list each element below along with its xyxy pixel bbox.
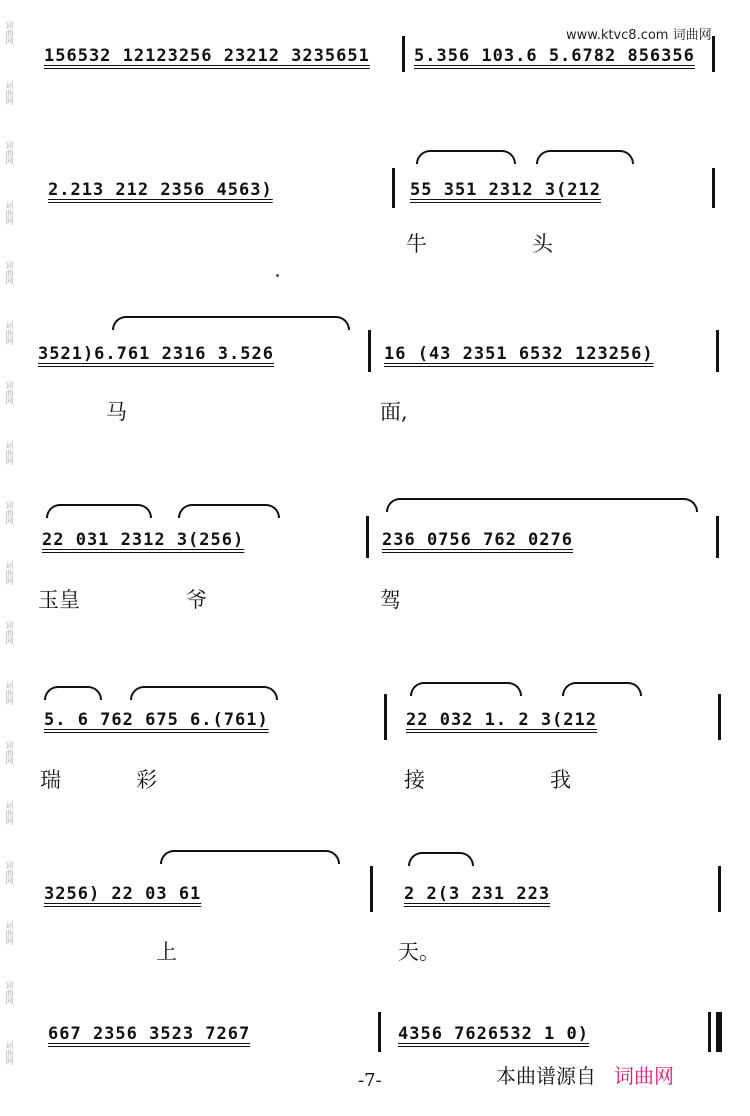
bar-line bbox=[384, 694, 387, 740]
notation-measure: 236 0756 762 0276 bbox=[382, 530, 573, 550]
notation-measure: 22 032 1. 2 3(212 bbox=[406, 710, 597, 730]
lyric-word: 玉皇 bbox=[38, 588, 80, 612]
bar-line bbox=[366, 516, 369, 558]
source-credit bbox=[496, 1060, 674, 1089]
watermark-text: 词曲网 bbox=[5, 321, 14, 345]
notation-measure: 3521)6.761 2316 3.526 bbox=[38, 344, 274, 364]
lyric-word: 面, bbox=[380, 400, 408, 424]
lyric-word: 马 bbox=[106, 400, 127, 424]
bar-line bbox=[712, 168, 715, 208]
notation-measure: 2.213 212 2356 4563) bbox=[48, 180, 273, 200]
bar-line bbox=[368, 330, 371, 372]
slur-mark bbox=[562, 682, 642, 696]
lyric-word: 彩 bbox=[136, 768, 157, 792]
watermark-text: 词曲网 bbox=[5, 201, 14, 225]
slur-mark bbox=[178, 504, 280, 518]
margin-watermark-strip bbox=[0, 0, 18, 1116]
slur-mark bbox=[416, 150, 516, 164]
bar-line bbox=[712, 36, 715, 72]
notation-measure: 16 (43 2351 6532 123256) bbox=[384, 344, 654, 364]
bar-line bbox=[716, 330, 719, 372]
watermark-text: 词曲网 bbox=[5, 981, 14, 1005]
watermark-text: 词曲网 bbox=[5, 501, 14, 525]
watermark-text: 词曲网 bbox=[5, 801, 14, 825]
lyric-word: 天。 bbox=[398, 940, 440, 964]
notation-measure: 5.356 103.6 5.6782 856356 bbox=[414, 46, 695, 66]
credit-brand-link[interactable]: 词曲网 bbox=[614, 1064, 674, 1088]
watermark-text: 词曲网 bbox=[5, 441, 14, 465]
bar-line bbox=[392, 168, 395, 208]
notation-measure: 55 351 2312 3(212 bbox=[410, 180, 601, 200]
watermark-text: 词曲网 bbox=[5, 1041, 14, 1065]
watermark-text: 词曲网 bbox=[5, 681, 14, 705]
lyric-word: 接 bbox=[404, 768, 425, 792]
watermark-text: 词曲网 bbox=[5, 21, 14, 45]
watermark-text: 词曲网 bbox=[5, 381, 14, 405]
lyric-word: 我 bbox=[550, 768, 571, 792]
notation-measure: 667 2356 3523 7267 bbox=[48, 1024, 251, 1044]
slur-mark bbox=[130, 686, 278, 700]
watermark-text: 词曲网 bbox=[5, 741, 14, 765]
bar-line bbox=[718, 866, 721, 912]
notation-measure: 3256) 22 03 61 bbox=[44, 884, 202, 904]
bar-line bbox=[378, 1012, 381, 1052]
lyric-word: 牛 bbox=[406, 232, 427, 256]
bar-line bbox=[370, 866, 373, 912]
notation-measure: 2 2(3 231 223 bbox=[404, 884, 551, 904]
slur-mark bbox=[44, 686, 102, 700]
slur-mark bbox=[536, 150, 634, 164]
notation-measure: 22 031 2312 3(256) bbox=[42, 530, 245, 550]
page-number: -7- bbox=[358, 1070, 382, 1091]
watermark-text: 词曲网 bbox=[5, 621, 14, 645]
watermark-text: 词曲网 bbox=[5, 141, 14, 165]
bar-line bbox=[402, 36, 405, 72]
lyric-word: 驾 bbox=[380, 588, 401, 612]
slur-mark bbox=[112, 316, 350, 330]
stray-dot bbox=[276, 274, 279, 277]
slur-mark bbox=[410, 682, 522, 696]
site-url-header[interactable]: www.ktvc8.com 词曲网 bbox=[566, 28, 712, 43]
bar-line bbox=[716, 516, 719, 558]
watermark-text: 词曲网 bbox=[5, 81, 14, 105]
slur-mark bbox=[160, 850, 340, 864]
watermark-text: 词曲网 bbox=[5, 921, 14, 945]
bar-line bbox=[718, 694, 721, 740]
credit-prefix: 本曲谱源自 bbox=[496, 1064, 596, 1088]
slur-mark bbox=[386, 498, 698, 512]
notation-measure: 156532 12123256 23212 3235651 bbox=[44, 46, 370, 66]
lyric-word: 爷 bbox=[186, 588, 207, 612]
lyric-word: 头 bbox=[532, 232, 553, 256]
slur-mark bbox=[408, 852, 474, 866]
watermark-text: 词曲网 bbox=[5, 261, 14, 285]
notation-measure: 4356 7626532 1 0) bbox=[398, 1024, 589, 1044]
lyric-word: 上 bbox=[156, 940, 177, 964]
notation-measure: 5. 6 762 675 6.(761) bbox=[44, 710, 269, 730]
watermark-text: 词曲网 bbox=[5, 861, 14, 885]
bar-line bbox=[708, 1012, 711, 1052]
watermark-text: 词曲网 bbox=[5, 561, 14, 585]
slur-mark bbox=[46, 504, 152, 518]
lyric-word: 瑞 bbox=[40, 768, 61, 792]
final-bar-line bbox=[716, 1012, 722, 1052]
